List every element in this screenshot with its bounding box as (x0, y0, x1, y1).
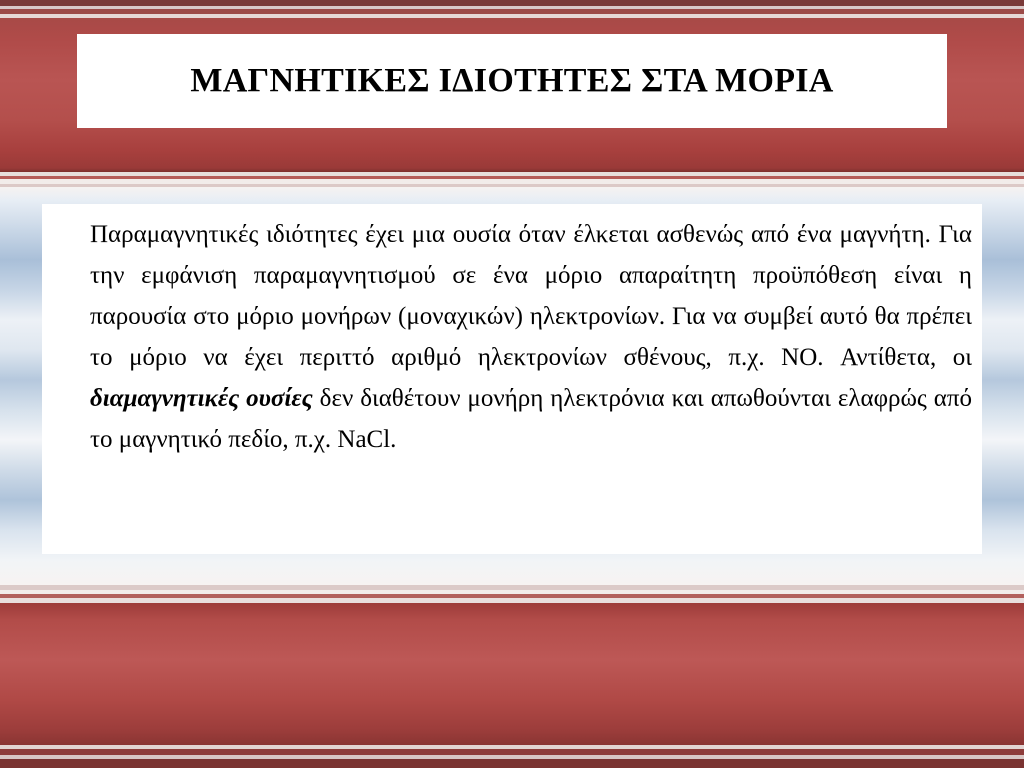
body-text-part2: δεν διαθέτουν μονήρη ηλεκτρόνια και απωθούνται ελαφρώς από το μαγνητικό πεδίο, π.χ. NaCl. (90, 385, 972, 453)
slide-title: ΜΑΓΝΗΤΙΚΕΣ ΙΔΙΟΤΗΤΕΣ ΣΤΑ ΜΟΡΙΑ (190, 62, 834, 99)
body-paragraph (90, 214, 972, 460)
title-box (77, 34, 947, 128)
content-box (42, 204, 982, 554)
body-text-part1: Παραμαγνητικές ιδιότητες έχει μια ουσία όταν έλκεται ασθενώς από ένα μαγνήτη. Για την εμφάνιση παραμαγνητισμού σε ένα μόριο απαραίτητη προϋπόθεση είναι η παρουσία στο μόριο μονήρων (μοναχικών) ηλεκτρονίων. Για να συμβεί αυτό θα πρέπει το μόριο να έχει περιττό αριθμό ηλεκτρονίων σθένους, π.χ. NO. Αντίθετα, οι (90, 221, 972, 371)
body-text-emphasis: διαμαγνητικές ουσίες (90, 385, 313, 412)
